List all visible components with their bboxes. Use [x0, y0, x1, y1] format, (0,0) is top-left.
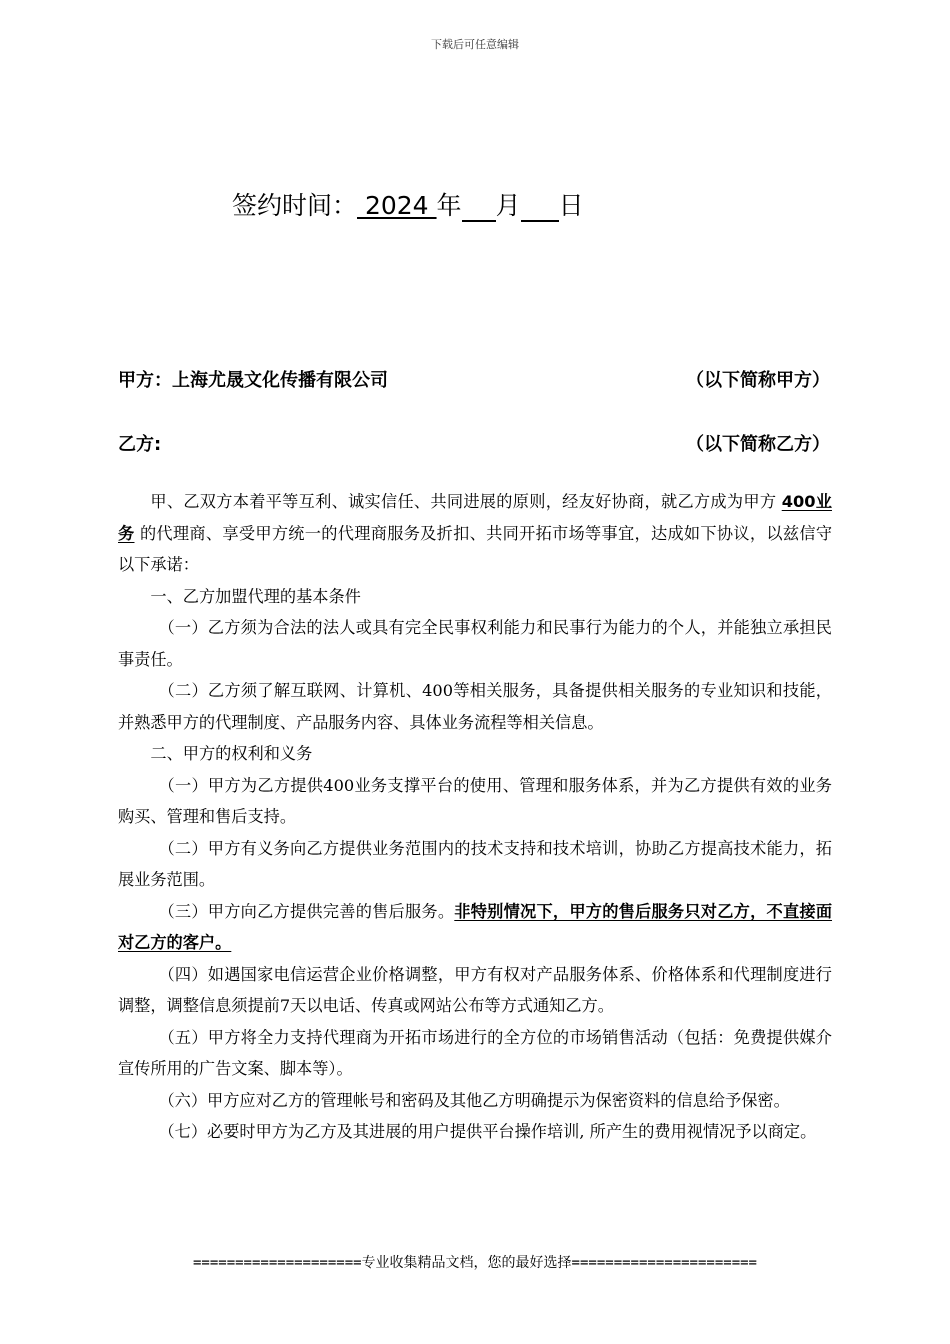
agreement-body [118, 486, 832, 1148]
section2-item-4: （四）如遇国家电信运营企业价格调整，甲方有权对产品服务体系、价格体系和代理制度进行调整，调整信息须提前7天以电话、传真或网站公布等方式通知乙方。 [118, 964, 832, 1015]
signing-month-unit: 月 [495, 191, 521, 220]
section2-item-6: （六）甲方应对乙方的管理帐号和密码及其他乙方明确提示为保密资料的信息给予保密。 [158, 1090, 790, 1110]
party-a-line [118, 366, 830, 392]
party-a-label: 甲方：上海尤晟文化传播有限公司 [118, 370, 388, 391]
signing-year: 2024 [357, 191, 437, 220]
intro-before: 甲、乙双方本着平等互利、诚实信任、共同进展的原则，经友好协商，就乙方成为甲方 [150, 492, 782, 511]
signing-label: 签约时间： [232, 191, 358, 220]
intro-after: 的代理商、享受甲方统一的代理商服务及折扣、共同开拓市场等事宜，达成如下协议，以兹信守以下承诺： [118, 523, 833, 574]
intro-service: 400业务 [118, 492, 832, 543]
signing-year-unit: 年 [436, 191, 462, 220]
header-note: 下载后可任意编辑 [431, 38, 519, 51]
section1-item-2: （二）乙方须了解互联网、计算机、400等相关服务，具备提供相关服务的专业知识和技能，并熟悉甲方的代理制度、产品服务内容、具体业务流程等相关信息。 [118, 681, 832, 732]
month-blank [462, 194, 496, 222]
party-b-line [118, 430, 830, 456]
signing-day-unit: 日 [558, 191, 584, 220]
section2-item-7: （七）必要时甲方为乙方及其进展的用户提供平台操作培训, 所产生的费用视情况予以商定。 [158, 1122, 817, 1141]
section2-item-3 [118, 896, 832, 959]
day-blank [521, 194, 559, 222]
section2-title: 二、甲方的权利和义务 [150, 744, 313, 763]
section1-title: 一、乙方加盟代理的基本条件 [150, 586, 361, 606]
signing-date-line [232, 186, 584, 222]
intro-paragraph [118, 486, 832, 581]
item3-bold: 非特别情况下，甲方的售后服务只对乙方，不直接面对乙方的客户。 [118, 901, 833, 952]
section2-item-1: （一）甲方为乙方提供400业务支撑平台的使用、管理和服务体系，并为乙方提供有效的业务购买、管理和售后支持。 [118, 775, 832, 826]
section2-item-5: （五）甲方将全力支持代理商为开拓市场进行的全方位的市场销售活动（包括：免费提供媒介宣传所用的广告文案、脚本等）。 [118, 1027, 832, 1078]
section2-item-2: （二）甲方有义务向乙方提供业务范围内的技术支持和技术培训，协助乙方提高技术能力，拓展业务范围。 [118, 838, 832, 889]
party-b-label: 乙方: [118, 434, 162, 455]
footer-note: ====================专业收集精品文档，您的最好选择====================== [192, 1255, 757, 1271]
item3-plain: （三）甲方向乙方提供完善的售后服务。 [158, 901, 455, 921]
section1-item-1: （一）乙方须为合法的法人或具有完全民事权利能力和民事行为能力的个人，并能独立承担民事责任。 [118, 618, 832, 669]
party-a-alias: （以下简称甲方） [686, 370, 830, 391]
party-b-alias: （以下简称乙方） [686, 434, 830, 455]
